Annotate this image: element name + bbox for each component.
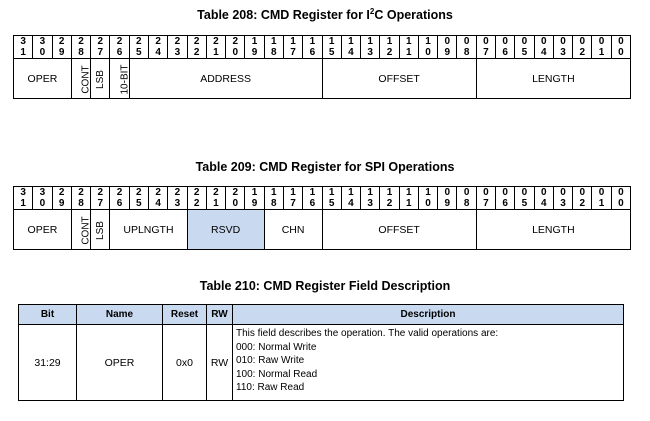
bit-tens-digit: 2 xyxy=(136,36,142,47)
bit-ones-digit: 5 xyxy=(328,47,335,58)
bit-ones-digit: 1 xyxy=(598,198,605,209)
bit-tens-digit: 2 xyxy=(213,36,219,47)
bit-ones-digit: 5 xyxy=(521,47,528,58)
bit-ones-digit: 6 xyxy=(309,47,316,58)
bit-ones-digit: 9 xyxy=(444,198,451,209)
bit-number-cell xyxy=(168,187,187,210)
bit-number-cell xyxy=(457,187,476,210)
bit-number-cell xyxy=(129,187,148,210)
bit-ones-digit: 0 xyxy=(39,47,46,58)
bit-number-cell xyxy=(553,187,572,210)
bit-number-cell xyxy=(322,36,341,59)
bit-ones-digit: 4 xyxy=(540,47,547,58)
bit-tens-digit: 0 xyxy=(540,36,547,47)
bit-number-cell xyxy=(206,187,225,210)
description-line: 100: Normal Read xyxy=(236,368,318,380)
bit-number-cell xyxy=(341,36,360,59)
bit-tens-digit: 0 xyxy=(463,36,470,47)
bit-ones-digit: 0 xyxy=(425,47,431,58)
bit-number-cell xyxy=(206,36,225,59)
bit-ones-digit: 2 xyxy=(579,198,586,209)
bit-number-cell xyxy=(226,187,245,210)
description-line: 010: Raw Write xyxy=(236,355,305,366)
i2c-register-table xyxy=(13,35,631,99)
bit-number-cell xyxy=(611,187,630,210)
bit-number-cell xyxy=(611,36,630,59)
bit-tens-digit: 1 xyxy=(328,36,335,47)
bit-ones-digit: 1 xyxy=(213,47,219,58)
bit-tens-digit: 0 xyxy=(444,187,451,198)
bit-tens-digit: 0 xyxy=(521,36,528,47)
field-chn: CHN xyxy=(264,210,322,250)
bit-tens-digit: 0 xyxy=(598,36,605,47)
bit-tens-digit: 2 xyxy=(78,187,84,198)
bit-tens-digit: 0 xyxy=(618,36,624,47)
bit-number-cell xyxy=(438,36,457,59)
bit-ones-digit: 0 xyxy=(618,198,624,209)
bit-tens-digit: 2 xyxy=(155,36,161,47)
spi-register-table xyxy=(13,186,631,250)
field-description-table xyxy=(18,304,624,401)
bit-ones-digit: 3 xyxy=(560,198,566,209)
bit-tens-digit: 0 xyxy=(598,187,605,198)
field-length: LENGTH xyxy=(476,210,630,250)
bit-number-cell xyxy=(399,36,418,59)
field-offset: OFFSET xyxy=(322,210,476,250)
bit-number-cell xyxy=(187,36,206,59)
bit-number-cell xyxy=(91,36,110,59)
bit-ones-digit: 5 xyxy=(521,198,528,209)
bit-ones-digit: 6 xyxy=(116,47,123,58)
bit-number-cell xyxy=(33,187,52,210)
bit-number-cell xyxy=(245,187,264,210)
table-208-caption: Table 208: CMD Register for $I^2C$ Operations xyxy=(197,6,453,22)
bit-ones-digit: 7 xyxy=(97,198,104,209)
bit-ones-digit: 3 xyxy=(174,198,181,209)
bit-number-cell xyxy=(110,187,129,210)
bit-number-cell xyxy=(71,187,90,210)
bit-ones-digit: 2 xyxy=(386,47,393,58)
bit-number-cell xyxy=(245,36,264,59)
bit-number-cell xyxy=(264,187,283,210)
bit-number-cell xyxy=(361,187,380,210)
bit-tens-digit: 0 xyxy=(483,36,489,47)
bit-tens-digit: 1 xyxy=(386,187,393,198)
bit-number-cell xyxy=(33,36,52,59)
table-209-caption: Table 209: CMD Register for SPI Operations xyxy=(195,160,455,174)
header-description: Description xyxy=(233,305,624,325)
bit-ones-digit: 9 xyxy=(58,198,65,209)
bit-tens-digit: 0 xyxy=(579,187,586,198)
field-lsb: LSB xyxy=(91,210,110,250)
cell-description xyxy=(233,325,624,401)
bit-tens-digit: 2 xyxy=(174,36,181,47)
bit-ones-digit: 9 xyxy=(444,47,451,58)
bit-ones-digit: 3 xyxy=(367,47,373,58)
bit-number-cell xyxy=(592,187,611,210)
bit-number-cell xyxy=(283,187,302,210)
bit-ones-digit: 9 xyxy=(58,47,65,58)
bit-ones-digit: 2 xyxy=(193,47,200,58)
bit-ones-digit: 6 xyxy=(502,198,508,209)
bit-tens-digit: 1 xyxy=(367,187,373,198)
bit-number-cell xyxy=(534,187,553,210)
bit-number-cell xyxy=(148,36,167,59)
bit-ones-digit: 4 xyxy=(155,198,161,209)
bit-tens-digit: 0 xyxy=(502,187,508,198)
bit-ones-digit: 8 xyxy=(78,47,84,58)
bit-tens-digit: 3 xyxy=(20,36,26,47)
bit-tens-digit: 2 xyxy=(58,36,65,47)
bit-ones-digit: 1 xyxy=(20,47,26,58)
bit-tens-digit: 1 xyxy=(405,187,412,198)
bit-ones-digit: 3 xyxy=(174,47,181,58)
bit-tens-digit: 0 xyxy=(560,187,566,198)
bit-tens-digit: 1 xyxy=(348,187,354,198)
bit-tens-digit: 0 xyxy=(444,36,451,47)
bit-tens-digit: 1 xyxy=(271,187,277,198)
bit-ones-digit: 7 xyxy=(483,198,489,209)
header-bit: Bit xyxy=(19,305,77,325)
bit-ones-digit: 4 xyxy=(348,47,354,58)
field-10-bit: 10-BIT xyxy=(110,59,129,99)
bit-ones-digit: 1 xyxy=(405,47,412,58)
bit-number-row xyxy=(14,36,631,59)
field-row xyxy=(14,210,631,250)
bit-number-cell xyxy=(496,36,515,59)
bit-tens-digit: 2 xyxy=(155,187,161,198)
bit-ones-digit: 4 xyxy=(540,198,547,209)
bit-tens-digit: 2 xyxy=(232,187,239,198)
bit-tens-digit: 0 xyxy=(579,36,586,47)
field-cont: CONT xyxy=(71,210,90,250)
bit-number-cell xyxy=(187,187,206,210)
bit-tens-digit: 1 xyxy=(309,187,316,198)
bit-ones-digit: 8 xyxy=(271,47,277,58)
bit-number-cell xyxy=(14,187,33,210)
bit-tens-digit: 0 xyxy=(540,187,547,198)
bit-ones-digit: 8 xyxy=(78,198,84,209)
bit-number-cell xyxy=(110,36,129,59)
bit-number-cell xyxy=(322,187,341,210)
bit-ones-digit: 7 xyxy=(483,47,489,58)
bit-ones-digit: 0 xyxy=(232,47,239,58)
field-lsb: LSB xyxy=(91,59,110,99)
bit-tens-digit: 1 xyxy=(405,36,412,47)
bit-ones-digit: 0 xyxy=(618,47,624,58)
bit-ones-digit: 3 xyxy=(560,47,566,58)
bit-number-cell xyxy=(129,36,148,59)
bit-ones-digit: 5 xyxy=(328,198,335,209)
bit-number-cell xyxy=(361,36,380,59)
bit-tens-digit: 1 xyxy=(251,187,258,198)
bit-tens-digit: 1 xyxy=(386,36,393,47)
bit-ones-digit: 4 xyxy=(155,47,161,58)
bit-ones-digit: 8 xyxy=(271,198,277,209)
bit-ones-digit: 1 xyxy=(598,47,605,58)
description-line: 000: Normal Write xyxy=(236,341,317,353)
bit-tens-digit: 3 xyxy=(39,187,46,198)
bit-ones-digit: 3 xyxy=(367,198,373,209)
bit-number-cell xyxy=(418,187,437,210)
table-210-caption: Table 210: CMD Register Field Description xyxy=(199,279,451,293)
bit-tens-digit: 1 xyxy=(328,187,335,198)
bit-tens-digit: 0 xyxy=(483,187,489,198)
bit-number-cell xyxy=(148,187,167,210)
bit-ones-digit: 1 xyxy=(20,198,26,209)
bit-ones-digit: 9 xyxy=(251,47,258,58)
field-offset: OFFSET xyxy=(322,59,476,99)
bit-number-cell xyxy=(476,36,495,59)
bit-tens-digit: 3 xyxy=(20,187,26,198)
bit-ones-digit: 2 xyxy=(579,47,586,58)
bit-tens-digit: 2 xyxy=(116,187,123,198)
field-address: ADDRESS xyxy=(129,59,322,99)
bit-ones-digit: 7 xyxy=(97,47,104,58)
field-length: LENGTH xyxy=(476,59,630,99)
bit-tens-digit: 1 xyxy=(425,187,431,198)
bit-tens-digit: 2 xyxy=(97,187,104,198)
cell-reset: 0x0 xyxy=(163,325,207,401)
bit-tens-digit: 2 xyxy=(193,36,200,47)
bit-tens-digit: 2 xyxy=(213,187,219,198)
bit-number-cell xyxy=(592,36,611,59)
bit-number-cell xyxy=(476,187,495,210)
cell-bit: 31:29 xyxy=(19,325,77,401)
bit-tens-digit: 2 xyxy=(58,187,65,198)
bit-ones-digit: 8 xyxy=(463,47,470,58)
bit-ones-digit: 2 xyxy=(386,198,393,209)
bit-number-cell xyxy=(283,36,302,59)
bit-number-cell xyxy=(71,36,90,59)
bit-number-row xyxy=(14,187,631,210)
table-row xyxy=(19,325,624,401)
field-row xyxy=(14,59,631,99)
bit-ones-digit: 1 xyxy=(405,198,412,209)
bit-ones-digit: 5 xyxy=(136,198,142,209)
bit-number-cell xyxy=(399,187,418,210)
bit-ones-digit: 0 xyxy=(232,198,239,209)
bit-number-cell xyxy=(438,187,457,210)
bit-tens-digit: 3 xyxy=(39,36,46,47)
bit-tens-digit: 1 xyxy=(425,36,431,47)
bit-ones-digit: 2 xyxy=(193,198,200,209)
bit-number-cell xyxy=(515,36,534,59)
bit-number-cell xyxy=(91,187,110,210)
bit-ones-digit: 6 xyxy=(502,47,508,58)
bit-number-cell xyxy=(380,187,399,210)
bit-ones-digit: 4 xyxy=(348,198,354,209)
field-oper: OPER xyxy=(14,59,72,99)
bit-tens-digit: 1 xyxy=(309,36,316,47)
bit-ones-digit: 7 xyxy=(290,47,296,58)
bit-number-cell xyxy=(226,36,245,59)
bit-tens-digit: 1 xyxy=(271,36,277,47)
bit-number-cell xyxy=(418,36,437,59)
bit-tens-digit: 1 xyxy=(290,187,296,198)
bit-tens-digit: 0 xyxy=(560,36,566,47)
field-rsvd: RSVD xyxy=(187,210,264,250)
bit-number-cell xyxy=(573,187,592,210)
bit-tens-digit: 2 xyxy=(193,187,200,198)
description-line: This field describes the operation. The valid operations are: xyxy=(236,328,499,339)
bit-ones-digit: 7 xyxy=(290,198,296,209)
bit-ones-digit: 6 xyxy=(309,198,316,209)
bit-number-cell xyxy=(553,36,572,59)
cell-rw: RW xyxy=(207,325,233,401)
bit-number-cell xyxy=(457,36,476,59)
bit-ones-digit: 6 xyxy=(116,198,123,209)
header-rw: RW xyxy=(207,305,233,325)
bit-number-cell xyxy=(168,36,187,59)
description-line: 110: Raw Read xyxy=(236,382,305,393)
bit-number-cell xyxy=(303,36,322,59)
bit-tens-digit: 1 xyxy=(367,36,373,47)
bit-number-cell xyxy=(341,187,360,210)
bit-tens-digit: 2 xyxy=(136,187,142,198)
bit-number-cell xyxy=(573,36,592,59)
bit-tens-digit: 1 xyxy=(348,36,354,47)
bit-tens-digit: 1 xyxy=(290,36,296,47)
field-oper: OPER xyxy=(14,210,72,250)
bit-number-cell xyxy=(515,187,534,210)
bit-ones-digit: 1 xyxy=(213,198,219,209)
bit-tens-digit: 0 xyxy=(521,187,528,198)
bit-number-cell xyxy=(14,36,33,59)
bit-tens-digit: 0 xyxy=(618,187,624,198)
bit-number-cell xyxy=(534,36,553,59)
bit-ones-digit: 0 xyxy=(39,198,46,209)
bit-tens-digit: 1 xyxy=(251,36,258,47)
bit-number-cell xyxy=(303,187,322,210)
bit-tens-digit: 2 xyxy=(78,36,84,47)
bit-tens-digit: 2 xyxy=(97,36,104,47)
bit-ones-digit: 8 xyxy=(463,198,470,209)
bit-number-cell xyxy=(264,36,283,59)
bit-tens-digit: 2 xyxy=(116,36,123,47)
bit-number-cell xyxy=(380,36,399,59)
header-name: Name xyxy=(77,305,163,325)
field-uplngth: UPLNGTH xyxy=(110,210,187,250)
bit-tens-digit: 2 xyxy=(232,36,239,47)
field-cont: CONT xyxy=(71,59,90,99)
header-reset: Reset xyxy=(163,305,207,325)
bit-tens-digit: 0 xyxy=(502,36,508,47)
header-row xyxy=(19,305,624,325)
bit-tens-digit: 0 xyxy=(463,187,470,198)
cell-name: OPER xyxy=(77,325,163,401)
bit-ones-digit: 9 xyxy=(251,198,258,209)
bit-ones-digit: 0 xyxy=(425,198,431,209)
bit-number-cell xyxy=(496,187,515,210)
bit-tens-digit: 2 xyxy=(174,187,181,198)
bit-number-cell xyxy=(52,36,71,59)
bit-ones-digit: 5 xyxy=(136,47,142,58)
bit-number-cell xyxy=(52,187,71,210)
